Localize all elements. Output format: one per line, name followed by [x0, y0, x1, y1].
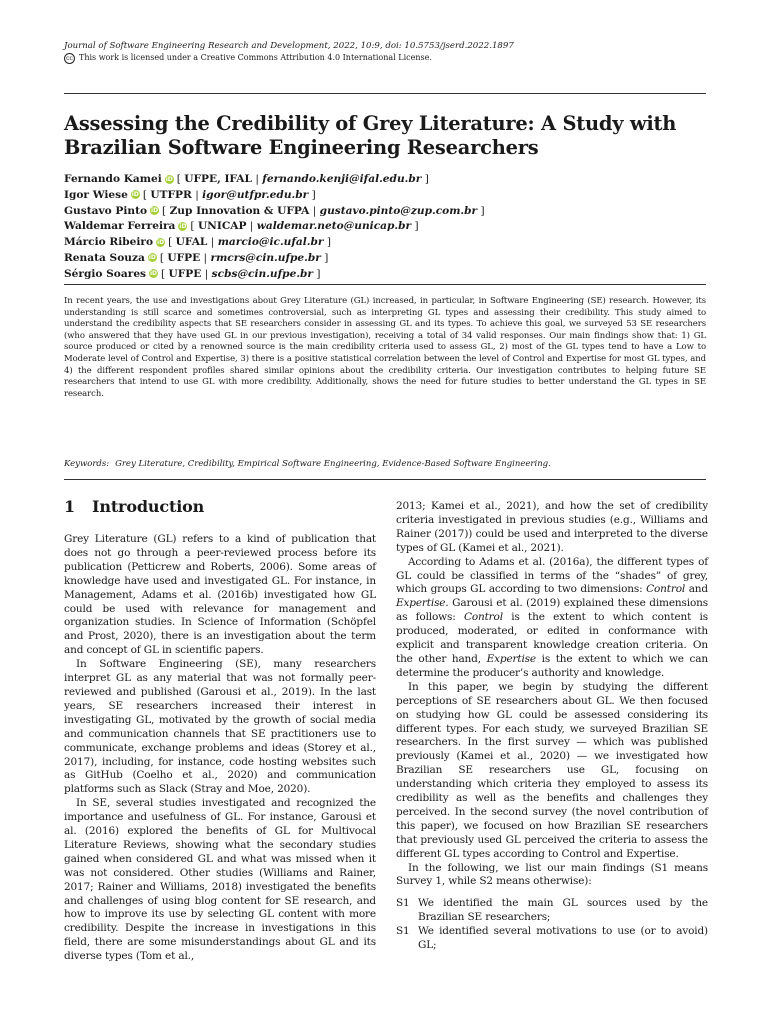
- author-email[interactable]: scbs@cin.ufpe.br: [211, 267, 314, 280]
- author-bracket-open: [: [190, 220, 198, 233]
- list-item: [396, 925, 708, 953]
- term-expertise: Expertise: [396, 597, 446, 610]
- author-email[interactable]: gustavo.pinto@zup.com.br: [319, 204, 478, 217]
- list-item-label: S1: [396, 897, 410, 910]
- author-bracket-close: ]: [313, 267, 321, 280]
- keywords: [64, 458, 706, 470]
- author-separator: |: [201, 267, 212, 280]
- author-affiliation: UFPE: [168, 267, 202, 280]
- author-bracket-close: ]: [421, 173, 429, 185]
- section-heading: [64, 498, 376, 516]
- section-number: 1: [64, 497, 75, 516]
- author-email[interactable]: marcio@ic.ufal.br: [217, 236, 324, 249]
- author-separator: |: [309, 204, 320, 217]
- list-item-text: We identified the main GL sources used by the Brazilian SE researchers;: [418, 897, 708, 924]
- title-line-2: Brazilian Software Engineering Researchers: [64, 136, 539, 159]
- abstract-bottom-rule: [64, 479, 706, 480]
- list-item: [396, 897, 708, 925]
- list-item-label: S1: [396, 925, 410, 938]
- intro-paragraph-3: In SE, several studies investigated and recognized the importance and usefulness of GL. For instance, Garousi et al. (2016) explored the benefits of GL for Multivocal Literature Reviews, showing what the secondary studies gained when considered GL and what was missed when it was not considered. Other studies (Williams and Rainer, 2017; Rainer and Williams, 2018) investigated the benefits and challenges of using blog content for SE research, and how to improve its use by selecting GL content with more credibility. Despite the increase in investigations in this field, there are some misunderstandings about GL and its diverse types (Tom et al.,: [64, 797, 376, 963]
- p2-text-a: According to Adams et al. (2016a), the different types of GL could be classified in terms of the “shades” of grey, which groups GL according to two dimensions:: [396, 555, 708, 596]
- header: [64, 40, 706, 64]
- author-line: [64, 172, 704, 188]
- keywords-text: Grey Literature, Credibility, Empirical Software Engineering, Evidence-Based Software Engineering.: [115, 459, 551, 469]
- author-bracket-open: [: [161, 267, 169, 280]
- license-text[interactable]: This work is licensed under a Creative Commons Attribution 4.0 International License.: [79, 53, 432, 62]
- p2-text-d: is the extent to which we can determine the producer’s authority and knowledge.: [396, 652, 708, 679]
- term-expertise-2: Expertise: [486, 652, 536, 665]
- author-bracket-open: [: [168, 236, 176, 249]
- left-column: [64, 498, 376, 964]
- author-separator: |: [207, 236, 218, 249]
- author-name: Waldemar Ferreira: [64, 220, 176, 233]
- author-bracket-close: ]: [308, 188, 316, 201]
- author-line: [64, 188, 704, 204]
- author-line: [64, 219, 704, 235]
- author-affiliation: UFPE, IFAL: [184, 173, 252, 185]
- orcid-icon[interactable]: iD: [157, 238, 165, 246]
- author-name: Fernando Kamei: [64, 173, 162, 185]
- orcid-icon[interactable]: iD: [131, 191, 139, 199]
- orcid-icon[interactable]: iD: [165, 175, 173, 183]
- p2-text-b: . Garousi et al. (2019) explained these dimensions as follows:: [396, 597, 708, 624]
- author-bracket-close: ]: [320, 251, 329, 264]
- author-line: [64, 251, 704, 267]
- author-separator: |: [200, 251, 211, 264]
- author-list: [64, 172, 704, 283]
- author-email[interactable]: igor@utfpr.edu.br: [202, 188, 309, 201]
- abstract: In recent years, the use and investigations about Grey Literature (GL) increased, in particular, in Software Engineering (SE) research. However, its understanding is still scarce and sometimes controversial, such as interpreting GL types and assessing their credibility. This study aimed to understand the credibility aspects that SE researchers consider in assessing GL and its types. To achieve this goal, we surveyed 53 SE researchers (who answered that they have used GL in our previous investigation), receiving a total of 34 valid responses. Our main findings show that: 1) GL source produced or cited by a renowned source is the main credibility criteria used to assess GL, 2) most of the GL types tend to have a Low to Moderate level of Control and Expertise, 3) there is a positive statistical correlation between the level of Control and Expertise for most GL types, and 4) the different respondent profiles shared similar opinions about the credibility criteria. Our investigation contributes to helping future SE researchers that intend to use GL with more credibility. Additionally, shows the need for future studies to better understand the GL types in SE research.: [64, 296, 706, 399]
- orcid-icon[interactable]: iD: [151, 207, 159, 215]
- term-control: Control: [646, 583, 686, 596]
- author-name: Gustavo Pinto: [64, 204, 148, 217]
- orcid-icon[interactable]: iD: [148, 254, 156, 262]
- keywords-label: Keywords:: [64, 459, 110, 469]
- author-email[interactable]: waldemar.neto@unicap.br: [256, 220, 412, 233]
- journal-citation: Journal of Software Engineering Research and Development, 2022, 10:9, doi: 10.5753/jserd.2022.1897: [64, 41, 514, 51]
- right-paragraph-4: In the following, we list our main findings (S1 means Survey 1, while S2 means otherwise):: [396, 861, 708, 888]
- author-separator: |: [246, 220, 257, 233]
- license-line: [64, 52, 706, 64]
- intro-paragraph-1: Grey Literature (GL) refers to a kind of publication that does not go through a peer-reviewed process before its publication (Petticrew and Roberts, 2006). Some areas of knowledge have used and investigated GL. For instance, in Management, Adams et al. (2016b) investigated how GL could be used with relevance for management and organization studies. In Science of Information (Schöpfel and Prost, 2020), there is an investigation about the term and concept of GL in scientific papers.: [64, 533, 376, 657]
- author-line: [64, 267, 704, 283]
- author-line: [64, 235, 704, 251]
- header-rule: [64, 93, 706, 94]
- author-bracket-close: ]: [323, 236, 331, 249]
- title-line-1: Assessing the Credibility of Grey Literature: A Study with: [64, 112, 677, 135]
- author-bracket-close: ]: [411, 220, 419, 233]
- author-email[interactable]: fernando.kenji@ifal.edu.br: [262, 173, 422, 185]
- creative-commons-icon: cc: [64, 53, 75, 64]
- abstract-top-rule: [64, 284, 706, 285]
- p2-text-c: is the extent to which content is produced, moderated, or edited in conformance with explicit and transparent knowledge creation criteria. On the other hand,: [396, 611, 708, 665]
- term-control-2: Control: [463, 611, 503, 624]
- paper-title: [64, 112, 704, 160]
- orcid-icon[interactable]: iD: [150, 270, 158, 278]
- author-affiliation: UTFPR: [150, 188, 192, 201]
- orcid-icon[interactable]: iD: [179, 222, 187, 230]
- author-separator: |: [191, 188, 203, 201]
- right-paragraph-3: In this paper, we begin by studying the different perceptions of SE researchers about GL. We then focused on studying how GL could be assessed considering its different types. For each study, we surveyed Brazilian SE researchers. In the first survey — which was published previously (Kamei et al., 2020) — we investigated how Brazilian SE researchers use GL, focusing on understanding which criteria they employed to assess its credibility as well as the benefits and challenges they perceived. In the second survey (the novel contribution of this paper), we focused on how Brazilian SE researchers that previously used GL perceived the criteria to assess the different GL types according to Control and Expertise.: [396, 680, 708, 860]
- author-name: Renata Souza: [64, 251, 145, 264]
- author-affiliation: Zup Innovation & UFPA: [169, 204, 310, 217]
- author-bracket-open: [: [162, 204, 170, 217]
- author-affiliation: UNICAP: [197, 220, 247, 233]
- author-bracket-close: ]: [477, 204, 485, 217]
- intro-paragraph-2: In Software Engineering (SE), many researchers interpret GL as any material that was not formally peer-reviewed and published (Garousi et al., 2019). In the last years, SE researchers increased their interest in investigating GL, motivated by the growth of social media and communication channels that SE practitioners use to communicate, exchange problems and ideas (Storey et al., 2017), including, for instance, code hosting websites such as GitHub (Coelho et al., 2020) and communication platforms such as Slack (Stray and Moe, 2020).: [64, 658, 376, 796]
- author-affiliation: UFPE: [167, 251, 201, 264]
- author-name: Sérgio Soares: [64, 267, 147, 280]
- author-bracket-open: [: [176, 173, 185, 185]
- author-bracket-open: [: [159, 251, 168, 264]
- author-affiliation: UFAL: [175, 236, 208, 249]
- section-title: Introduction: [92, 497, 205, 516]
- author-bracket-open: [: [142, 188, 151, 201]
- author-name: Márcio Ribeiro: [64, 236, 154, 249]
- list-item-text: We identified several motivations to use (or to avoid) GL;: [418, 925, 708, 952]
- author-email[interactable]: rmcrs@cin.ufpe.br: [210, 251, 321, 264]
- author-separator: |: [251, 173, 263, 185]
- author-line: [64, 204, 704, 220]
- right-paragraph-2: [396, 556, 708, 681]
- author-name: Igor Wiese: [64, 188, 128, 201]
- p2-and: and: [685, 583, 708, 596]
- right-column: [396, 500, 708, 953]
- right-paragraph-1: 2013; Kamei et al., 2021), and how the set of credibility criteria investigated in previous studies (e.g., Williams and Rainer (2017)) could be used and interpreted to the diverse types of GL (Kamei et al., 2021).: [396, 500, 708, 554]
